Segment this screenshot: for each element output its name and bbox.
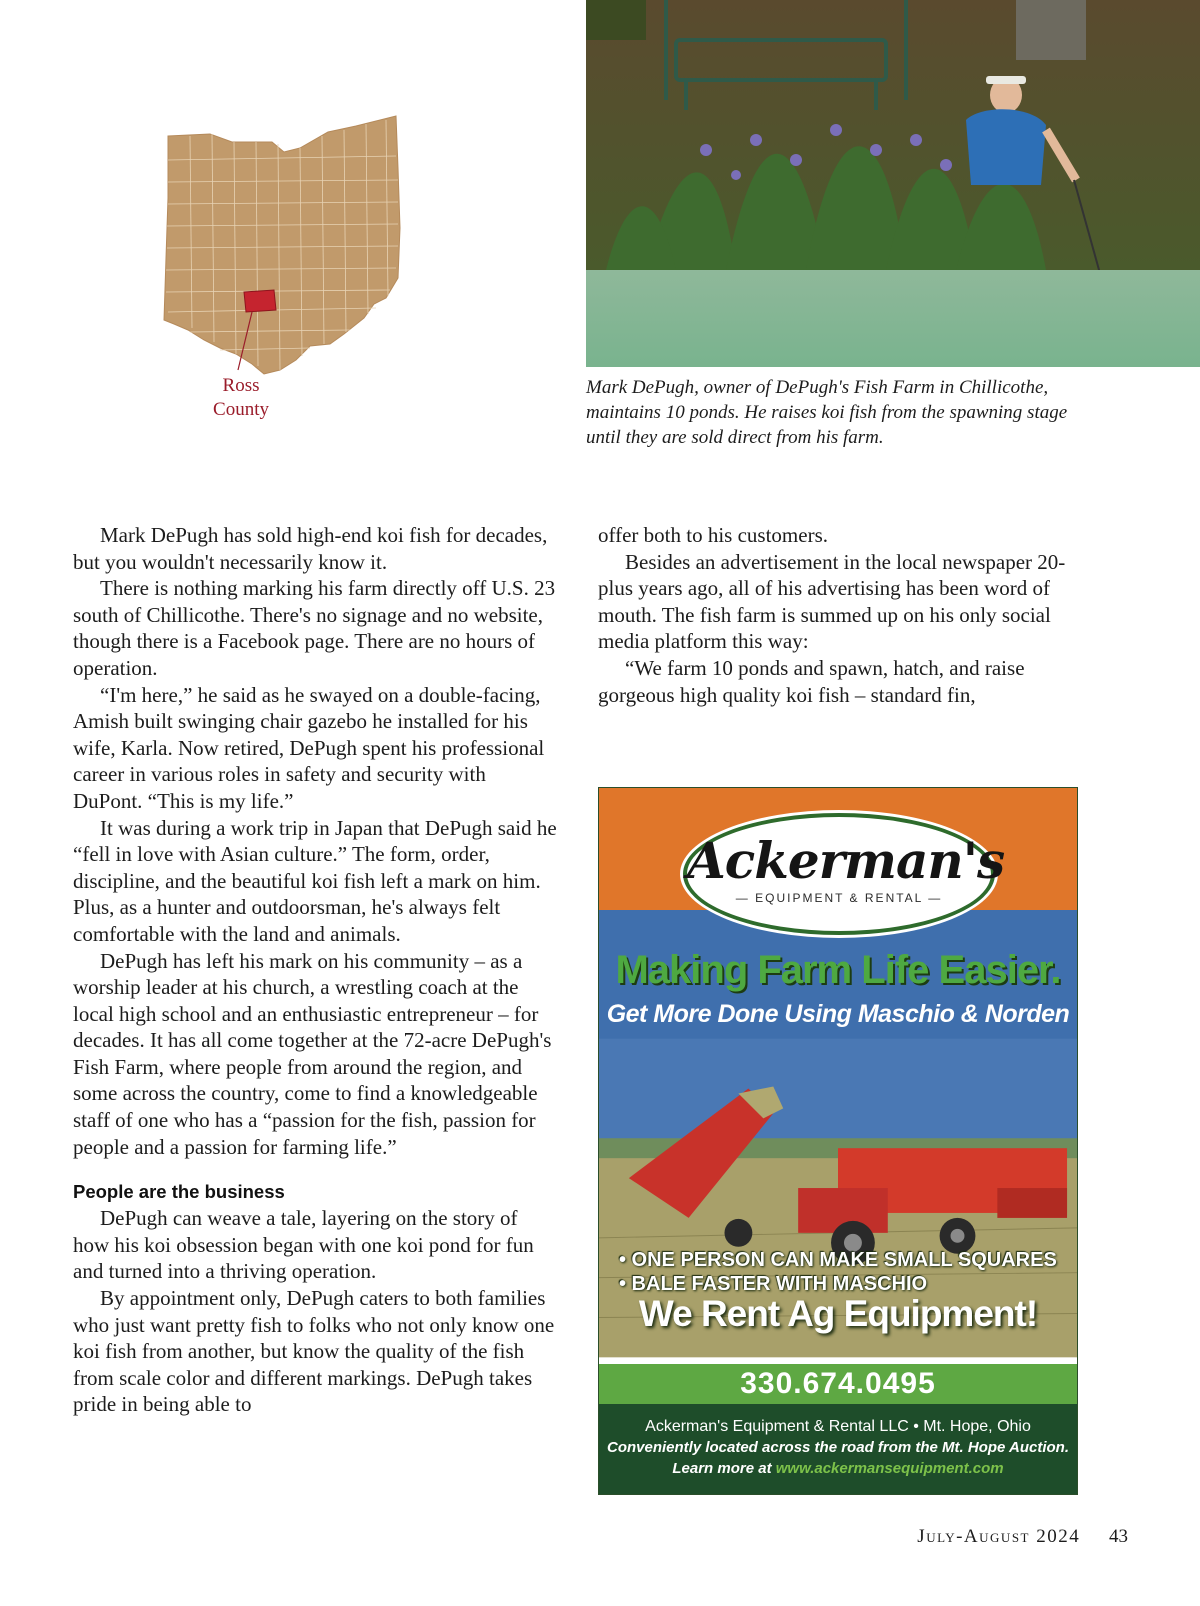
ad-learn-more-label: Learn more at (672, 1460, 776, 1477)
ad-footer (599, 1404, 1077, 1495)
paragraph: Mark DePugh has sold high-end koi fish for decades, but you wouldn't necessarily know it. (73, 523, 548, 574)
ohio-map (160, 108, 410, 383)
ad-phone-number[interactable]: 330.674.0495 (599, 1364, 1077, 1404)
ad-location-line: Conveniently located across the road from the Mt. Hope Auction. (606, 1439, 1069, 1456)
ad-learn-more (599, 1458, 1077, 1479)
paragraph-continuation: offer both to his customers. (598, 523, 828, 547)
ad-headline: Making Farm Life Easier. (615, 948, 1061, 992)
paragraph: It was during a work trip in Japan that DePugh said he “fell in love with Asian culture.” The form, order, discipline, and the beautiful koi fish left a mark on him. Plus, as a hunter and outdoorsman, he's always felt comfortable with the land and animals. (73, 815, 557, 946)
ad-subhead: Get More Done Using Maschio & Norden (606, 1000, 1070, 1028)
paragraph: Besides an advertisement in the local newspaper 20-plus years ago, all of his advertising has been word of mouth. The fish farm is summed up on his only social media platform this way: (598, 549, 1066, 654)
map-label (196, 374, 286, 422)
issue-date: July-August 2024 (917, 1526, 1081, 1547)
ohio-state-shape (164, 116, 400, 374)
article-left-column (73, 522, 558, 1418)
photo-illustration (586, 0, 1200, 367)
section-subhead: People are the business (73, 1181, 285, 1203)
photo-caption: Mark DePugh, owner of DePugh's Fish Farm in Chillicothe, maintains 10 ponds. He raises koi fish from the spawning stage until they are sold direct from his farm. (586, 377, 1068, 448)
ad-rent-slogan: We Rent Ag Equipment! (638, 1293, 1038, 1334)
ad-website-link[interactable]: www.ackermansequipment.com (775, 1460, 1004, 1477)
ad-bullet: • ONE PERSON CAN MAKE SMALL SQUARES (619, 1249, 1057, 1271)
article-right-column (598, 522, 1088, 708)
paragraph: “We farm 10 ponds and spawn, hatch, and raise gorgeous high quality koi fish – standard fin, (598, 655, 1025, 707)
paragraph: There is nothing marking his farm directly off U.S. 23 south of Chillicothe. There's no signage and no website, though there is a Facebook page. There are no hours of operation. (73, 576, 556, 680)
paragraph: By appointment only, DePugh caters to both families who just want pretty fish to folks who not only know one koi fish from another, but know the quality of the fish from scale color and different markings. DePugh takes pride in being able to (73, 1286, 555, 1417)
ad-brand-name: Ackerman's (687, 831, 1005, 890)
ad-brand-sub: — EQUIPMENT & RENTAL — (735, 891, 943, 905)
ohio-map-graphic (160, 108, 410, 383)
farm-photo (586, 0, 1200, 367)
page-footer (917, 1526, 1128, 1548)
ackermans-logo (683, 813, 1005, 935)
ad-bullet: • BALE FASTER WITH MASCHIO (619, 1273, 928, 1295)
paragraph: DePugh has left his mark on his community – as a worship leader at his church, a wrestling coach at the local high school and an enthusiastic entrepreneur – for decades. It has all come together at the 72-acre DePugh's Fish Farm, where people from around the region, and some across the country, come to find a knowledgeable staff of one who has a “passion for the fish, passion for people and a passion for farming life.” (73, 948, 552, 1159)
page-number: 43 (1109, 1526, 1128, 1547)
map-label-line1: Ross (222, 375, 260, 396)
paragraph: DePugh can weave a tale, layering on the story of how his koi obsession began with one koi pond for fun and turned into a thriving operation. (73, 1206, 534, 1284)
ackermans-advertisement[interactable] (598, 787, 1078, 1495)
map-label-line2: County (213, 399, 269, 420)
paragraph: “I'm here,” he said as he swayed on a double-facing, Amish built swinging chair gazebo he installed for his wife, Karla. Now retired, DePugh spent his professional career in various roles in safety and security with DuPont. “This is my life.” (73, 682, 545, 813)
ad-bullets (619, 1248, 1069, 1296)
ross-county-highlight (244, 290, 276, 312)
ad-company-line: Ackerman's Equipment & Rental LLC • Mt. Hope, Ohio (645, 1418, 1031, 1435)
